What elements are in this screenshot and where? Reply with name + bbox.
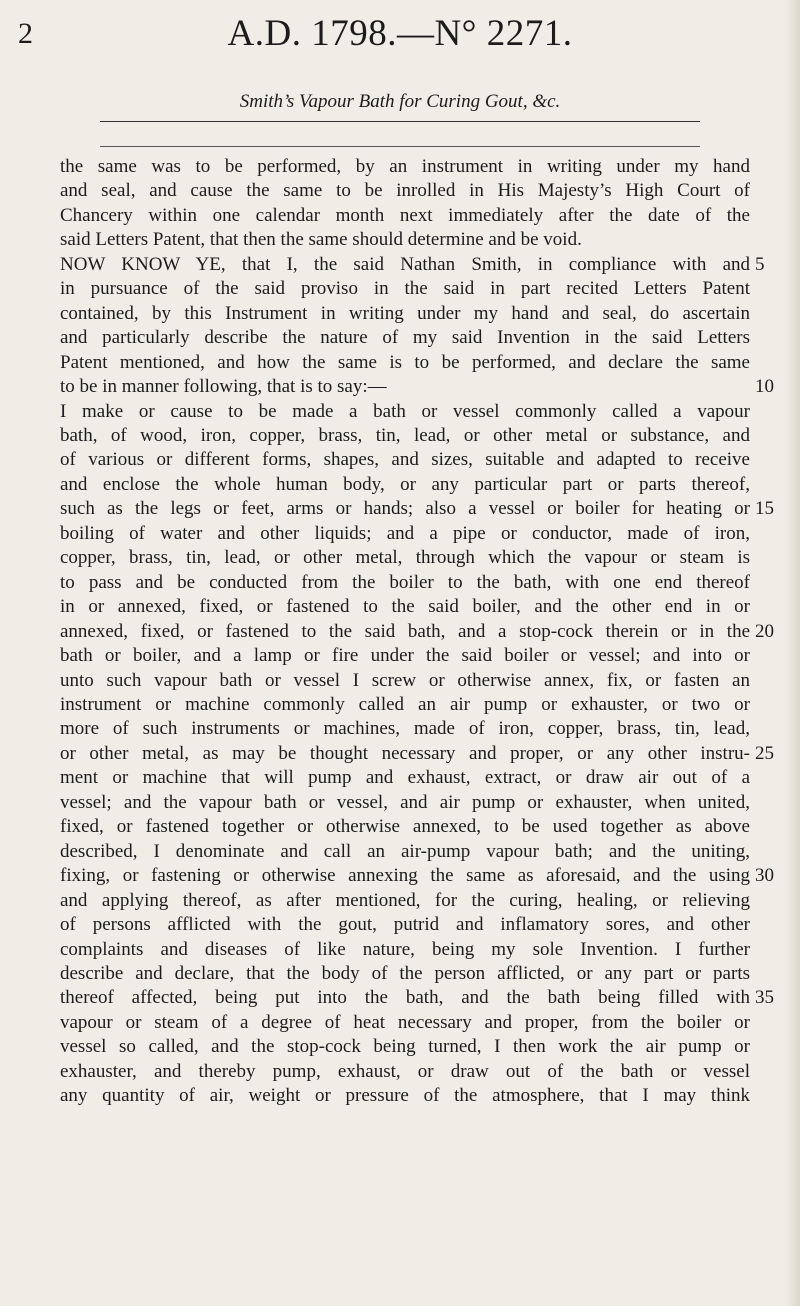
text-line: thereof affected, being put into the bath, and the bath being filled with (60, 987, 750, 1009)
text-line: such as the legs or feet, arms or hands; also a vessel or boiler for heating or (60, 498, 750, 520)
text-line: and seal, and cause the same to be inrolled in His Majesty’s High Court of (60, 180, 750, 202)
text-line: of various or different forms, shapes, and sizes, suitable and adapted to receive (60, 449, 750, 471)
text-line: said Letters Patent, that then the same should determine and be void. (60, 229, 582, 251)
text-line: any quantity of air, weight or pressure of the atmosphere, that I may think (60, 1085, 750, 1107)
line-number: 30 (755, 865, 774, 886)
header-rule-top (100, 121, 700, 122)
text-line: instrument or machine commonly called an air pump or exhauster, or two or (60, 693, 750, 715)
text-line: fixing, or fastening or otherwise annexing the same as aforesaid, and the using (60, 865, 750, 887)
text-line: describe and declare, that the body of the person afflicted, or any part or parts (60, 962, 750, 984)
text-line: Chancery within one calendar month next immediately after the date of the (60, 204, 750, 226)
text-line: exhauster, and thereby pump, exhaust, or draw out of the bath or vessel (60, 1060, 750, 1082)
text-line: contained, by this Instrument in writing under my hand and seal, do ascertain (60, 302, 750, 324)
text-line: I make or cause to be made a bath or vessel commonly called a vapour (60, 400, 750, 422)
text-line: and applying thereof, as after mentioned, for the curing, healing, or relieving (60, 889, 750, 911)
text-line: or other metal, as may be thought necessary and proper, or any other instru- (60, 742, 750, 764)
text-line: of persons afflicted with the gout, putrid and inflamatory sores, and other (60, 914, 750, 936)
text-line: vessel; and the vapour bath or vessel, and air pump or exhauster, when united, (60, 791, 750, 813)
text-line: NOW KNOW YE, that I, the said Nathan Smith, in compliance with and (60, 253, 750, 275)
text-line: to be in manner following, that is to say:— (60, 376, 387, 398)
text-line: described, I denominate and call an air-pump vapour bath; and the uniting, (60, 840, 750, 862)
text-line: unto such vapour bath or vessel I screw or otherwise annex, fix, or fasten an (60, 669, 750, 691)
text-line: ment or machine that will pump and exhaust, extract, or draw air out of a (60, 767, 750, 789)
text-line: fixed, or fastened together or otherwise annexed, to be used together as above (60, 816, 750, 838)
text-line: boiling of water and other liquids; and a pipe or conductor, made of iron, (60, 522, 750, 544)
document-subtitle: Smith’s Vapour Bath for Curing Gout, &c. (239, 91, 561, 112)
text-line: complaints and diseases of like nature, being my sole Invention. I further (60, 938, 750, 960)
line-number: 10 (755, 376, 774, 397)
text-line: in pursuance of the said proviso in the said in part recited Letters Patent (60, 278, 750, 300)
page-edge-shadow (786, 0, 800, 1306)
header-rule-bottom (100, 146, 700, 147)
text-line: and enclose the whole human body, or any particular part or parts thereof, (60, 473, 750, 495)
line-number: 35 (755, 987, 774, 1008)
text-line: in or annexed, fixed, or fastened to the said boiler, and the other end in or (60, 596, 750, 618)
text-line: the same was to be performed, by an instrument in writing under my hand (60, 156, 750, 177)
text-line: annexed, fixed, or fastened to the said bath, and a stop-cock therein or in the (60, 620, 750, 642)
line-number: 20 (755, 621, 774, 642)
text-line: vapour or steam of a degree of heat necessary and proper, from the boiler or (60, 1011, 750, 1033)
body-text (60, 155, 750, 1109)
line-number: 5 (755, 254, 765, 275)
text-line: Patent mentioned, and how the same is to be performed, and declare the same (60, 351, 750, 373)
text-line: bath or boiler, and a lamp or fire under the said boiler or vessel; and into or (60, 645, 750, 667)
line-number: 25 (755, 743, 774, 764)
text-line: bath, of wood, iron, copper, brass, tin, lead, or other metal or substance, and (60, 424, 750, 446)
text-line: more of such instruments or machines, made of iron, copper, brass, tin, lead, (60, 718, 750, 740)
text-line: to pass and be conducted from the boiler to the bath, with one end thereof (60, 571, 750, 593)
text-line: vessel so called, and the stop-cock being turned, I then work the air pump or (60, 1036, 750, 1058)
running-head: A.D. 1798.—N° 2271. (227, 13, 573, 54)
text-line: copper, brass, tin, lead, or other metal, through which the vapour or steam is (60, 547, 750, 569)
line-number: 15 (755, 498, 774, 519)
text-line: and particularly describe the nature of my said Invention in the said Letters (60, 327, 750, 349)
page-number: 2 (18, 17, 33, 50)
